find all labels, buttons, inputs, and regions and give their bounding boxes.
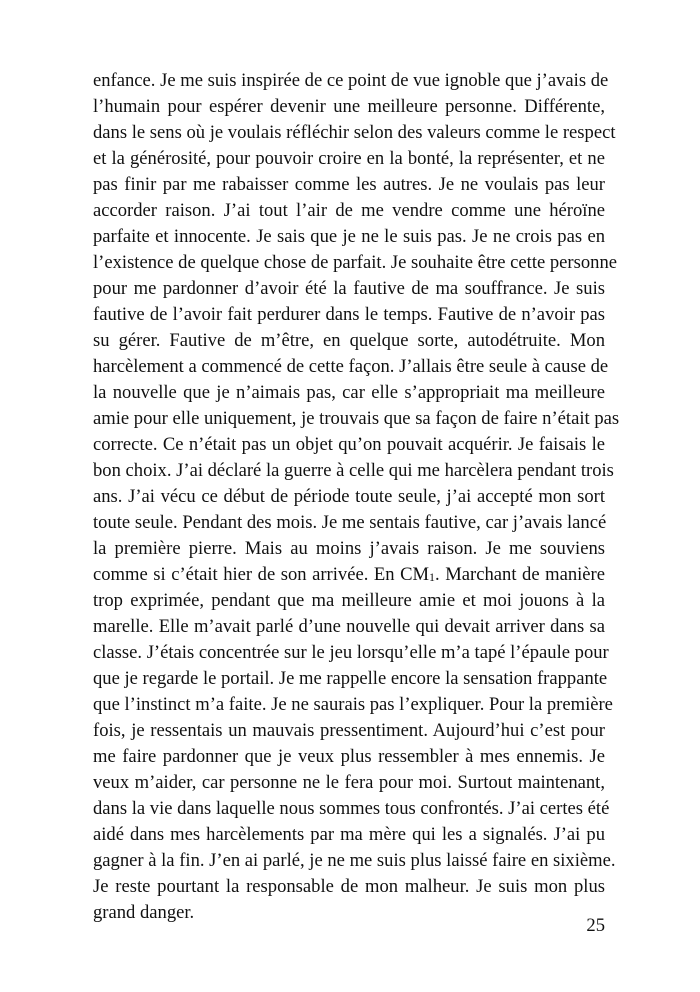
text-line: que l’instinct m’a faite. Je ne saurais pas l’expliquer. Pour la première (93, 694, 613, 715)
page-number: 25 (586, 915, 605, 936)
text-line: dans la vie dans laquelle nous sommes tous confrontés. J’ai certes été (93, 798, 610, 819)
text-line-with-subscript (93, 562, 605, 588)
text-line: fois, je ressentais un mauvais pressentiment. Aujourd’hui c’est pour (93, 720, 605, 741)
text-line: la nouvelle que je n’aimais pas, car elle s’appropriait ma meilleure (93, 382, 605, 403)
text-line: Je reste pourtant la responsable de mon malheur. Je suis mon plus (93, 876, 605, 897)
text-line: la première pierre. Mais au moins j’avais raison. Je me souviens (93, 538, 605, 559)
text-line: pour me pardonner d’avoir été la fautive de ma souffrance. Je suis (93, 278, 605, 299)
text-line: l’existence de quelque chose de parfait. Je souhaite être cette personne (93, 252, 618, 273)
text-line: gagner à la fin. J’en ai parlé, je ne me suis plus laissé faire en sixième. (93, 850, 616, 871)
text-line: classe. J’étais concentrée sur le jeu lorsqu’elle m’a tapé l’épaule pour (93, 642, 609, 663)
text-line: veux m’aider, car personne ne le fera pour moi. Surtout maintenant, (93, 772, 605, 793)
text-line: l’humain pour espérer devenir une meilleure personne. Différente, (93, 96, 605, 117)
text-line: que je regarde le portail. Je me rappelle encore la sensation frappante (93, 668, 608, 689)
line-text: comme si c’était hier de son arrivée. En CM (93, 564, 430, 585)
text-line: et la générosité, pour pouvoir croire en la bonté, la représenter, et ne (93, 148, 605, 169)
text-line: ans. J’ai vécu ce début de période toute seule, j’ai accepté mon sort (93, 486, 605, 507)
text-line: trop exprimée, pendant que ma meilleure amie et moi jouons à la (93, 590, 605, 611)
text-line: pas finir par me rabaisser comme les autres. Je ne voulais pas leur (93, 174, 605, 195)
text-line: bon choix. J’ai déclaré la guerre à celle qui me harcèlera pendant trois (93, 460, 614, 481)
text-line: fautive de l’avoir fait perdurer dans le temps. Fautive de n’avoir pas (93, 304, 605, 325)
text-line: su gérer. Fautive de m’être, en quelque sorte, autodétruite. Mon (93, 330, 605, 351)
text-line: me faire pardonner que je veux plus ressembler à mes ennemis. Je (93, 746, 605, 767)
text-line: dans le sens où je voulais réfléchir selon des valeurs comme le respect (93, 122, 616, 143)
body-text (93, 68, 620, 926)
text-line: toute seule. Pendant des mois. Je me sentais fautive, car j’avais lancé (93, 512, 607, 533)
text-line: harcèlement a commencé de cette façon. J’allais être seule à cause de (93, 356, 609, 377)
text-line: accorder raison. J’ai tout l’air de me vendre comme une héroïne (93, 200, 605, 221)
line-text-tail: . Marchant de manière (435, 564, 605, 585)
class-level-subscript: 1 (429, 570, 436, 584)
text-line-last: grand danger. (93, 902, 195, 923)
text-line: aidé dans mes harcèlements par ma mère qui les a signalés. J’ai pu (93, 824, 605, 845)
text-line: correcte. Ce n’était pas un objet qu’on pouvait acquérir. Je faisais le (93, 434, 605, 455)
text-line: parfaite et innocente. Je sais que je ne le suis pas. Je ne crois pas en (93, 226, 605, 247)
text-line: marelle. Elle m’avait parlé d’une nouvelle qui devait arriver dans sa (93, 616, 605, 637)
text-line: amie pour elle uniquement, je trouvais que sa façon de faire n’était pas (93, 408, 620, 429)
text-line: enfance. Je me suis inspirée de ce point de vue ignoble que j’avais de (93, 70, 609, 91)
